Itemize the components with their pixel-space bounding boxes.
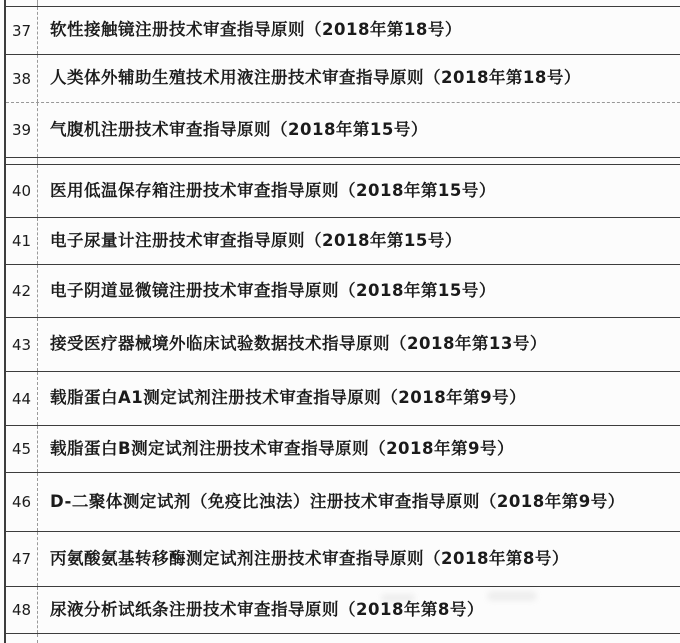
table-row [6, 473, 680, 532]
row-title-cell [38, 158, 58, 164]
page-break-spacer [6, 158, 680, 165]
table-row [6, 218, 680, 265]
row-number: 41 [6, 218, 38, 264]
row-title-cell [38, 634, 58, 643]
table-row [6, 318, 680, 372]
row-number: 45 [6, 426, 38, 472]
guidance-documents-table [4, 0, 680, 643]
row-number: 42 [6, 265, 38, 317]
row-number: 40 [6, 165, 38, 217]
row-number: 47 [6, 532, 38, 586]
row-title: 人类体外辅助生殖技术用液注册技术审查指导原则（2018年第18号） [50, 68, 581, 88]
row-title: 气腹机注册技术审查指导原则（2018年第15号） [50, 119, 428, 139]
partial-row-bottom [6, 634, 680, 643]
table-row [6, 55, 680, 103]
row-title-cell [38, 0, 58, 6]
row-number-cell [6, 634, 38, 643]
row-number: 48 [6, 587, 38, 633]
row-number: 43 [6, 318, 38, 371]
table-row [6, 165, 680, 218]
table-row [6, 372, 680, 426]
row-number: 39 [6, 103, 38, 157]
row-title: 载脂蛋白A1测定试剂注册技术审查指导原则（2018年第9号） [50, 388, 527, 408]
table-row [6, 103, 680, 158]
row-title: 尿液分析试纸条注册技术审查指导原则（2018年第8号） [50, 599, 484, 619]
row-number: 44 [6, 372, 38, 425]
row-title: 电子尿量计注册技术审查指导原则（2018年第15号） [50, 230, 462, 250]
row-title: D-二聚体测定试剂（免疫比浊法）注册技术审查指导原则（2018年第9号） [50, 491, 625, 511]
row-number: 38 [6, 55, 38, 102]
table-row [6, 587, 680, 634]
row-number-cell [6, 158, 38, 164]
table-row [6, 532, 680, 587]
table-row [6, 7, 680, 55]
row-title: 丙氨酸氨基转移酶测定试剂注册技术审查指导原则（2018年第8号） [50, 548, 569, 568]
row-title: 电子阴道显微镜注册技术审查指导原则（2018年第15号） [50, 280, 496, 300]
row-title: 接受医疗器械境外临床试验数据技术指导原则（2018年第13号） [50, 334, 547, 354]
row-number: 46 [6, 473, 38, 531]
row-title: 载脂蛋白B测定试剂注册技术审查指导原则（2018年第9号） [50, 438, 514, 458]
row-title: 医用低温保存箱注册技术审查指导原则（2018年第15号） [50, 180, 496, 200]
table-row [6, 265, 680, 318]
row-number-cell [6, 0, 38, 6]
row-number: 37 [6, 7, 38, 54]
table-row [6, 426, 680, 473]
partial-row-top [6, 0, 680, 7]
row-title: 软性接触镜注册技术审查指导原则（2018年第18号） [50, 20, 462, 40]
